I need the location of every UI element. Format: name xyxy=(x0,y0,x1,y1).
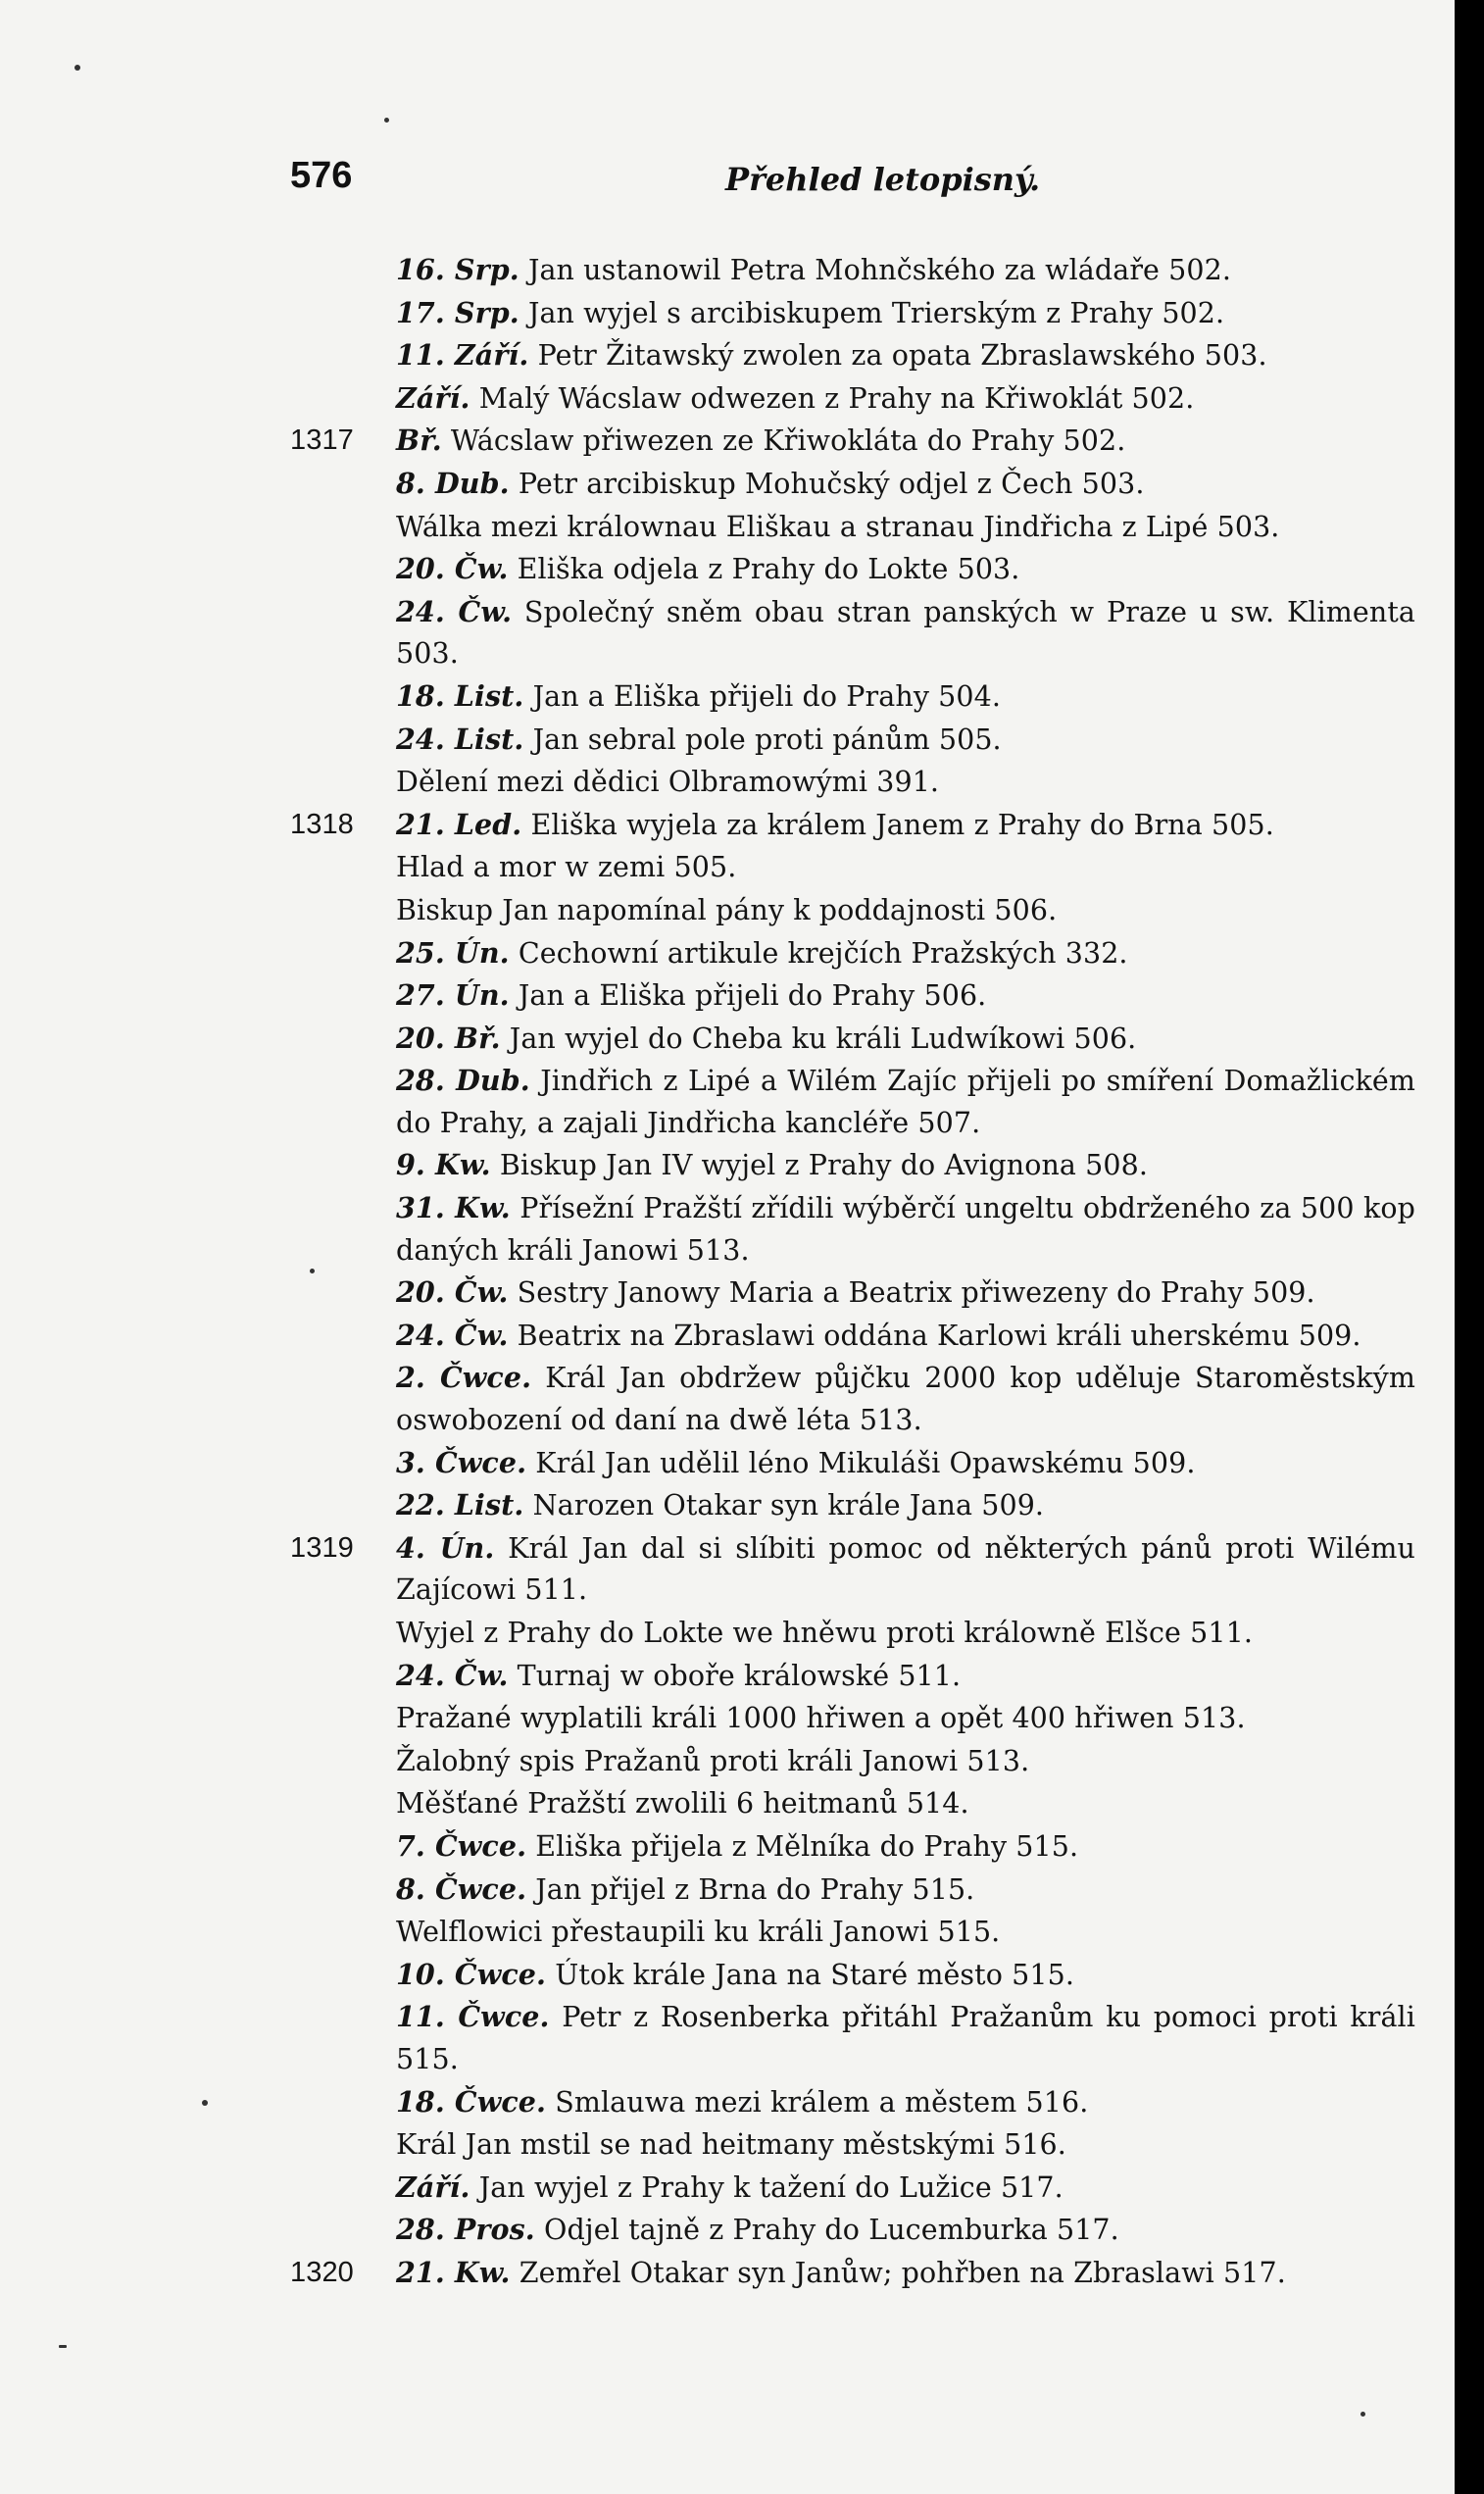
chronicle-entry xyxy=(0,1272,1415,1315)
entry-date: 25. Ún. xyxy=(396,935,510,970)
entry-date: 24. Čw. xyxy=(396,594,513,628)
entry-year: 1320 xyxy=(290,2256,354,2288)
entry-date: 24. Čw. xyxy=(396,1318,509,1352)
entry-text: Smlauwa mezi králem a městem 516. xyxy=(555,2085,1089,2119)
entry-date: 22. List. xyxy=(396,1488,524,1522)
chronicle-entry xyxy=(0,2209,1415,2252)
entry-text: Wálka mezi králownau Eliškau a stranau Jindřicha z Lipé 503. xyxy=(396,510,1280,543)
entry-text: Cechowní artikule krejčích Pražských 332. xyxy=(518,936,1128,970)
scan-speck xyxy=(310,1269,315,1273)
entry-text: Malý Wácslaw odwezen z Prahy na Křiwoklát 502. xyxy=(478,381,1195,415)
chronicle-entry xyxy=(0,1996,1415,2080)
entry-date: 28. Pros. xyxy=(396,2213,535,2247)
scan-border xyxy=(1455,0,1484,2494)
entry-date: 18. Čwce. xyxy=(396,2084,547,2119)
entry-date: 28. Dub. xyxy=(396,1064,530,1098)
entry-year: 1319 xyxy=(290,1531,354,1564)
entry-date: 20. Čw. xyxy=(396,1275,509,1310)
entry-text: Eliška odjela z Prahy do Lokte 503. xyxy=(517,553,1020,586)
chronicle-entry xyxy=(0,2167,1415,2210)
chronicle-entry xyxy=(0,1357,1415,1441)
chronicle-entry xyxy=(0,2252,1415,2295)
entry-text: Wácslaw přiwezen ze Křiwokláta do Prahy 502. xyxy=(450,424,1126,458)
chronicle-entry xyxy=(0,1060,1415,1144)
chronicle-entry xyxy=(0,1442,1415,1485)
entry-date: 2. Čwce. xyxy=(396,1361,532,1395)
entry-text: Odjel tajně z Prahy do Lucemburka 517. xyxy=(544,2214,1119,2247)
entry-text: Král Jan mstil se nad heitmany městskými 516. xyxy=(396,2128,1066,2162)
entry-date: 3. Čwce. xyxy=(396,1445,527,1479)
chronicle-entry xyxy=(0,1697,1415,1740)
entry-date: 17. Srp. xyxy=(396,295,519,329)
page-number: 576 xyxy=(290,155,353,196)
entry-text: Welflowici přestaupili ku králi Janowi 515. xyxy=(396,1916,1001,1949)
entry-date: 24. List. xyxy=(396,722,524,756)
chronicle-entry xyxy=(0,377,1415,421)
chronicle-entry xyxy=(0,2123,1415,2167)
chronicle-entry xyxy=(0,932,1415,975)
scan-speck xyxy=(202,2100,208,2106)
chronicle-entry xyxy=(0,591,1415,675)
entry-text: Biskup Jan IV wyjel z Prahy do Avignona 508. xyxy=(499,1149,1149,1182)
entry-date: Září. xyxy=(396,2170,470,2204)
entry-date: 31. Kw. xyxy=(396,1191,511,1225)
entry-date: 9. Kw. xyxy=(396,1148,491,1182)
entry-text: Turnaj w oboře králowské 511. xyxy=(517,1659,962,1692)
page-header xyxy=(0,155,1455,204)
entry-text: Eliška přijela z Mělníka do Prahy 515. xyxy=(535,1829,1079,1863)
entry-text: Jan wyjel do Cheba ku králi Ludwíkowi 506. xyxy=(509,1022,1137,1055)
entry-date: 20. Čw. xyxy=(396,552,509,586)
entry-text: Přísežní Pražští zřídili wýběrčí ungeltu obdrženého za 500 kop daných králi Janowi 513. xyxy=(396,1192,1415,1267)
entry-date: 20. Bř. xyxy=(396,1021,501,1055)
entry-year: 1317 xyxy=(290,424,354,457)
entry-text: Hlad a mor w zemi 505. xyxy=(396,851,737,884)
chronicle-entry xyxy=(0,1315,1415,1358)
entry-year: 1318 xyxy=(290,808,354,840)
entry-text: Jan wyjel z Prahy k tažení do Lužice 517. xyxy=(478,2170,1064,2204)
chronicle-entry xyxy=(0,1612,1415,1655)
entry-text: Jan a Eliška přijeli do Prahy 504. xyxy=(532,679,1002,713)
entry-text: Biskup Jan napomínal pány k poddajnosti 506. xyxy=(396,893,1058,926)
chronicle-entry xyxy=(0,1782,1415,1825)
entry-date: 10. Čwce. xyxy=(396,1957,547,1991)
scan-speck xyxy=(1360,2412,1365,2417)
chronicle-entry xyxy=(0,420,1415,463)
chronicle-entry xyxy=(0,463,1415,506)
chronicle-entries xyxy=(0,249,1455,2295)
chronicle-entry xyxy=(0,1655,1415,1698)
chronicle-entry xyxy=(0,719,1415,762)
entry-date: 24. Čw. xyxy=(396,1658,509,1692)
entry-text: Wyjel z Prahy do Lokte we hněwu proti králowně Elšce 511. xyxy=(396,1617,1254,1649)
chronicle-entry xyxy=(0,249,1415,292)
entry-date: Září. xyxy=(396,380,470,415)
entry-text: Jan ustanowil Petra Mohnčského za wládaře 502. xyxy=(527,254,1232,286)
entry-date: 21. Led. xyxy=(396,807,522,841)
entry-text: Eliška wyjela za králem Janem z Prahy do Brna 505. xyxy=(530,808,1274,841)
entry-text: Beatrix na Zbraslawi oddána Karlowi králi uherskému 509. xyxy=(517,1319,1361,1352)
entry-text: Společný sněm obau stran panských w Praze u sw. Klimenta 503. xyxy=(396,595,1415,671)
chronicle-entry xyxy=(0,1954,1415,1997)
entry-date: 8. Dub. xyxy=(396,466,510,500)
entry-text: Útok krále Jana na Staré město 515. xyxy=(555,1958,1074,1991)
entry-text: Petr arcibiskup Mohučský odjel z Čech 503. xyxy=(518,467,1145,500)
entry-text: Pražané wyplatili králi 1000 hřiwen a opět 400 hřiwen 513. xyxy=(396,1702,1246,1735)
entry-text: Petr Žitawský zwolen za opata Zbraslawského 503. xyxy=(537,339,1267,373)
entry-text: Jan a Eliška přijeli do Prahy 506. xyxy=(518,979,987,1013)
entry-text: Jan sebral pole proti pánům 505. xyxy=(532,723,1002,756)
chronicle-entry xyxy=(0,506,1415,549)
chronicle-entry xyxy=(0,1911,1415,1954)
chronicle-entry xyxy=(0,1144,1415,1187)
entry-text: Sestry Janowy Maria a Beatrix přiwezeny do Prahy 509. xyxy=(517,1276,1315,1310)
chronicle-entry xyxy=(0,292,1415,335)
entry-text: Žalobný spis Pražanů proti králi Janowi 513. xyxy=(396,1744,1030,1777)
entry-date: 27. Ún. xyxy=(396,978,510,1013)
entry-date: 11. Září. xyxy=(396,338,529,373)
scan-speck xyxy=(74,65,80,71)
chronicle-entry xyxy=(0,2081,1415,2124)
chronicle-entry xyxy=(0,1825,1415,1869)
chronicle-entry xyxy=(0,675,1415,719)
entry-text: Král Jan obdržew půjčku 2000 kop uděluje Staroměstským oswobození od daní na dwě léta 513. xyxy=(396,1362,1415,1437)
chronicle-entry xyxy=(0,761,1415,804)
entry-text: Jan přijel z Brna do Prahy 515. xyxy=(535,1872,975,1906)
entry-date: 16. Srp. xyxy=(396,253,519,286)
chronicle-entry xyxy=(0,548,1415,591)
entry-text: Měšťané Pražští zwolili 6 heitmanů 514. xyxy=(396,1787,969,1821)
chronicle-entry xyxy=(0,1740,1415,1783)
scan-speck xyxy=(59,2345,67,2348)
entry-date: 8. Čwce. xyxy=(396,1871,527,1906)
entry-text: Narozen Otakar syn krále Jana 509. xyxy=(532,1489,1045,1522)
chronicle-entry xyxy=(0,1187,1415,1272)
chronicle-entry xyxy=(0,334,1415,377)
chronicle-entry xyxy=(0,974,1415,1018)
entry-text: Jan wyjel s arcibiskupem Trierským z Prahy 502. xyxy=(527,296,1225,329)
chronicle-entry xyxy=(0,1018,1415,1061)
entry-date: 11. Čwce. xyxy=(396,2000,550,2034)
entry-text: Zemřel Otakar syn Janůw; pohřben na Zbraslawi 517. xyxy=(519,2256,1286,2289)
entry-date: Bř. xyxy=(396,424,442,458)
chronicle-entry xyxy=(0,1484,1415,1527)
entry-date: 7. Čwce. xyxy=(396,1828,527,1863)
entry-text: Král Jan dal si slíbiti pomoc od některých pánů proti Wilému Zajícowi 511. xyxy=(396,1531,1415,1607)
entry-text: Jindřich z Lipé a Wilém Zajíc přijeli po smíření Domažlickém do Prahy, a zajali Jindřicha kancléře 507. xyxy=(396,1065,1415,1139)
entry-date: 4. Ún. xyxy=(396,1530,495,1565)
running-title: Přehled letopisný. xyxy=(725,161,1041,198)
chronicle-entry xyxy=(0,889,1415,932)
scan-speck xyxy=(384,118,389,123)
chronicle-entry xyxy=(0,804,1415,847)
entry-date: 18. List. xyxy=(396,678,524,713)
entry-date: 21. Kw. xyxy=(396,2255,511,2289)
chronicle-entry xyxy=(0,846,1415,889)
entry-text: Dělení mezi dědici Olbramowými 391. xyxy=(396,766,940,799)
chronicle-entry xyxy=(0,1527,1415,1612)
chronicle-entry xyxy=(0,1869,1415,1912)
entry-text: Král Jan udělil léno Mikuláši Opawskému 509. xyxy=(535,1446,1196,1479)
entry-text: Petr z Rosenberka přitáhl Pražanům ku pomoci proti králi 515. xyxy=(396,2001,1415,2075)
